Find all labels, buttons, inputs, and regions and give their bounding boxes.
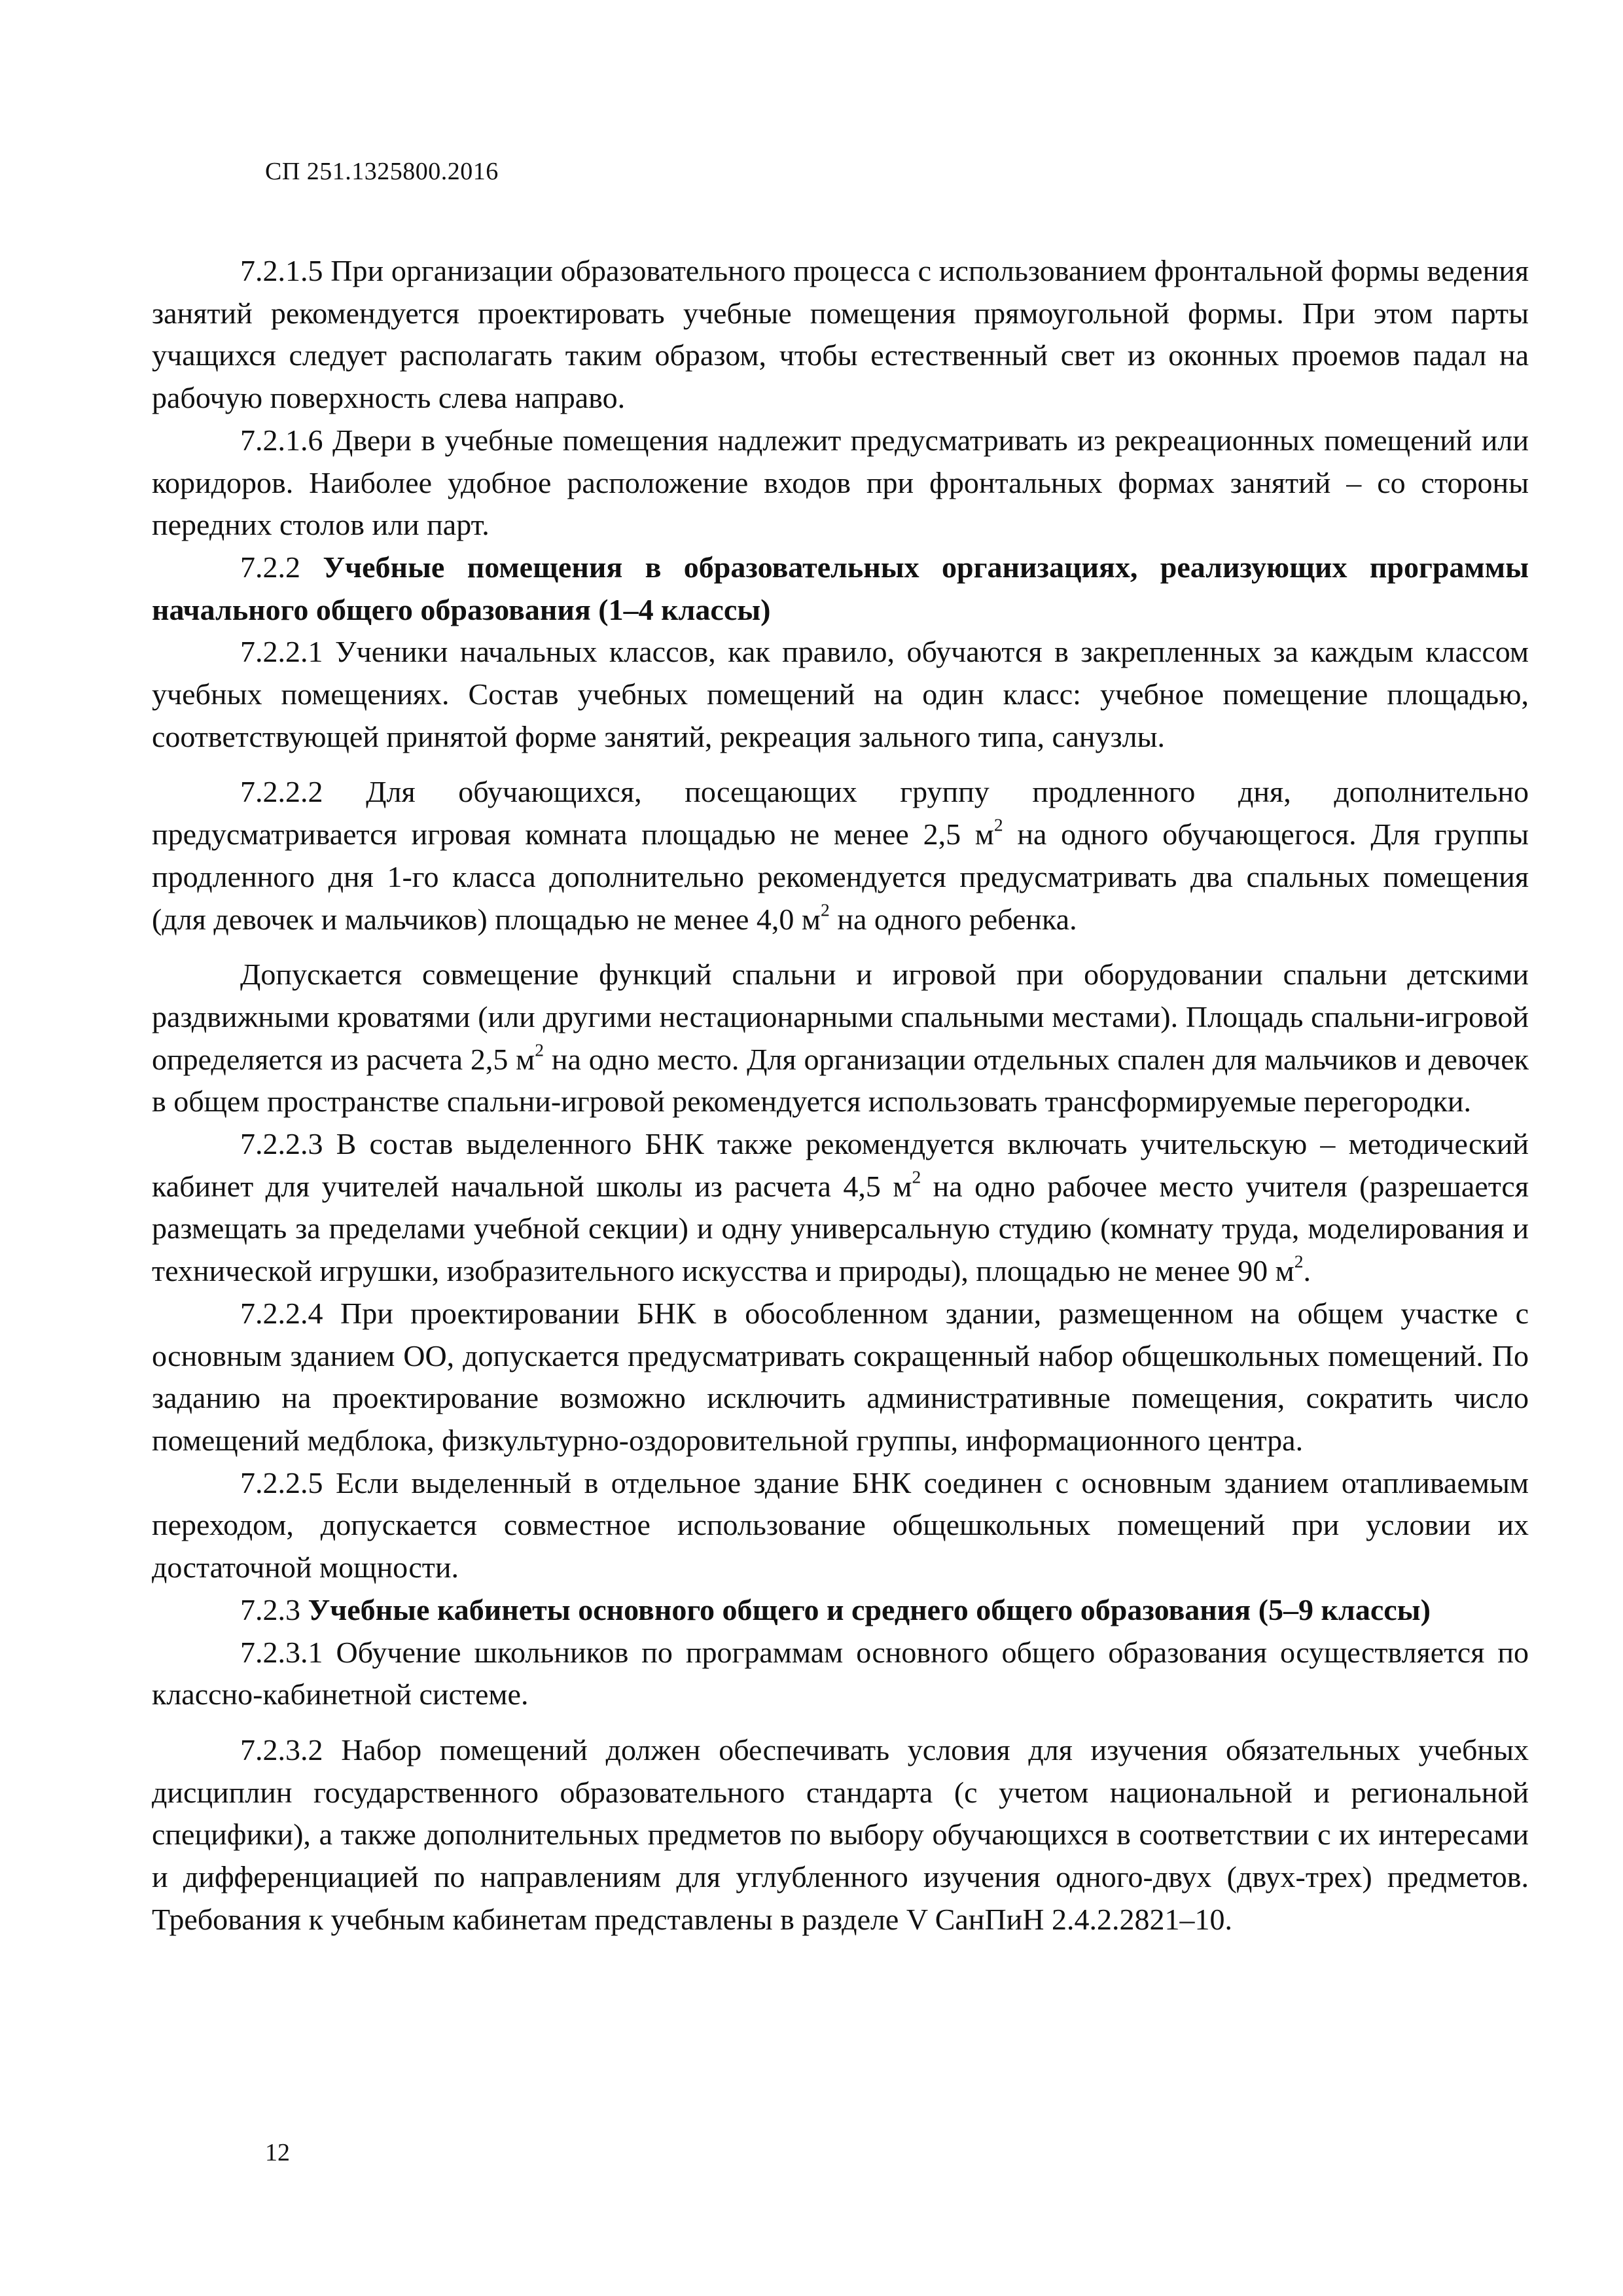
paragraph-text: Если выделенный в отдельное здание БНК соединен с основным зданием отапливаемым переходом, допускается совместное использование общешкольных помещений при условии их достаточной мощности.	[152, 1465, 1529, 1585]
document-body	[152, 250, 1529, 1941]
paragraph-text: При проектировании БНК в обособленном здании, размещенном на общем участке с основным зданием ОО, допускается предусматривать сокращенный набор общешкольных помещений. По заданию на проектирование возможно исключить административные помещения, сократить число помещений медблока, физкультурно-оздоровительной группы, информационного центра.	[152, 1296, 1529, 1457]
paragraph-7-2-2-2	[152, 771, 1529, 941]
clause-number: 7.2.3	[240, 1592, 300, 1626]
running-header: СП 251.1325800.2016	[265, 158, 499, 185]
paragraph-text: При организации образовательного процесса с использованием фронтальной формы ведения занятий рекомендуется проектировать учебные помещения прямоугольной формы. При этом парты учащихся следует располагать таким образом, чтобы естественный свет из оконных проемов падал на рабочую поверхность слева направо.	[152, 254, 1529, 415]
clause-number: 7.2.2.3	[240, 1127, 323, 1161]
superscript: 2	[821, 899, 830, 920]
section-title: Учебные кабинеты основного общего и среднего общего образования (5–9 классы)	[300, 1592, 1431, 1626]
clause-number: 7.2.1.6	[240, 423, 323, 457]
superscript: 2	[912, 1166, 921, 1187]
superscript: 2	[993, 814, 1003, 835]
clause-number: 7.2.2	[240, 550, 300, 584]
paragraph-text: В состав выделенного БНК также рекомендуется включать учительскую – методический кабинет для учителей начальной школы из расчета 4,5 м	[152, 1127, 1529, 1203]
paragraph-7-2-2-5	[152, 1462, 1529, 1589]
paragraph-text: Обучение школьников по программам основного общего образования осуществляется по классно-кабинетной системе.	[152, 1635, 1529, 1712]
paragraph-text: Двери в учебные помещения надлежит предусматривать из рекреационных помещений или коридоров. Наиболее удобное расположение входов при фронтальных формах занятий – со стороны передних столов или парт.	[152, 423, 1529, 542]
paragraph-7-2-2-4	[152, 1293, 1529, 1462]
clause-number: 7.2.3.2	[240, 1732, 323, 1767]
section-title: Учебные помещения в образовательных организациях, реализующих программы начального общего образования (1–4 классы)	[152, 550, 1529, 626]
clause-number: 7.2.2.4	[240, 1296, 323, 1330]
paragraph-text: Ученики начальных классов, как правило, обучаются в закрепленных за каждым классом учебных помещениях. Состав учебных помещений на один класс: учебное помещение площадью, соответствующей принятой форме занятий, рекреация зального типа, санузлы.	[152, 635, 1529, 753]
section-heading-7-2-3	[152, 1589, 1529, 1632]
clause-number: 7.2.1.5	[240, 254, 323, 287]
paragraph-text: Для обучающихся, посещающих группу продленного дня, дополнительно предусматривается игровая комната площадью не менее 2,5 м	[152, 775, 1529, 852]
paragraph-text: на одного обучающегося. Для группы продленного дня 1-го класса дополнительно рекомендуется предусматривать два спальных помещения (для девочек и мальчиков) площадью не менее 4,0 м	[152, 817, 1529, 936]
paragraph-text: Допускается совмещение функций спальни и игровой при оборудовании спальни детскими раздвижными кроватями (или другими нестационарными спальными местами). Площадь спальни-игровой определяется из расчета 2,5 м	[152, 958, 1529, 1076]
superscript: 2	[1294, 1251, 1304, 1272]
section-heading-7-2-2	[152, 547, 1529, 631]
paragraph-text: Набор помещений должен обеспечивать условия для изучения обязательных учебных дисциплин государственного образовательного стандарта (с учетом национальной и региональной специфики), а также дополнительных предметов по выбору обучающихся в соответствии с их интересами и дифференциацией по направлениям для углубленного изучения одного-двух (двух-трех) предметов. Требования к учебным кабинетам представлены в разделе V СанПиН 2.4.2.2821–10.	[152, 1732, 1529, 1936]
paragraph-7-2-3-1	[152, 1632, 1529, 1716]
clause-number: 7.2.3.1	[240, 1635, 323, 1669]
paragraph-7-2-2-1	[152, 631, 1529, 758]
page-number: 12	[265, 2139, 290, 2166]
paragraph-text: .	[1303, 1254, 1311, 1288]
paragraph-7-2-3-2	[152, 1729, 1529, 1941]
paragraph-text: на одного ребенка.	[829, 902, 1077, 936]
paragraph-7-2-1-6	[152, 420, 1529, 547]
clause-number: 7.2.2.5	[240, 1465, 323, 1499]
clause-number: 7.2.2.1	[240, 635, 323, 669]
paragraph-text: на одно рабочее место учителя (разрешается размещать за пределами учебной секции) и одну универсальную студию (комнату труда, моделирования и технической игрушки, изобразительного искусства и природы), площадью не менее 90 м	[152, 1169, 1529, 1288]
clause-number: 7.2.2.2	[240, 775, 323, 809]
paragraph-7-2-2-3	[152, 1123, 1529, 1293]
paragraph-bedroom-playroom	[152, 954, 1529, 1123]
paragraph-text: на одно место. Для организации отдельных спален для мальчиков и девочек в общем пространстве спальни-игровой рекомендуется использовать трансформируемые перегородки.	[152, 1042, 1529, 1119]
paragraph-7-2-1-5	[152, 250, 1529, 420]
superscript: 2	[535, 1039, 544, 1060]
